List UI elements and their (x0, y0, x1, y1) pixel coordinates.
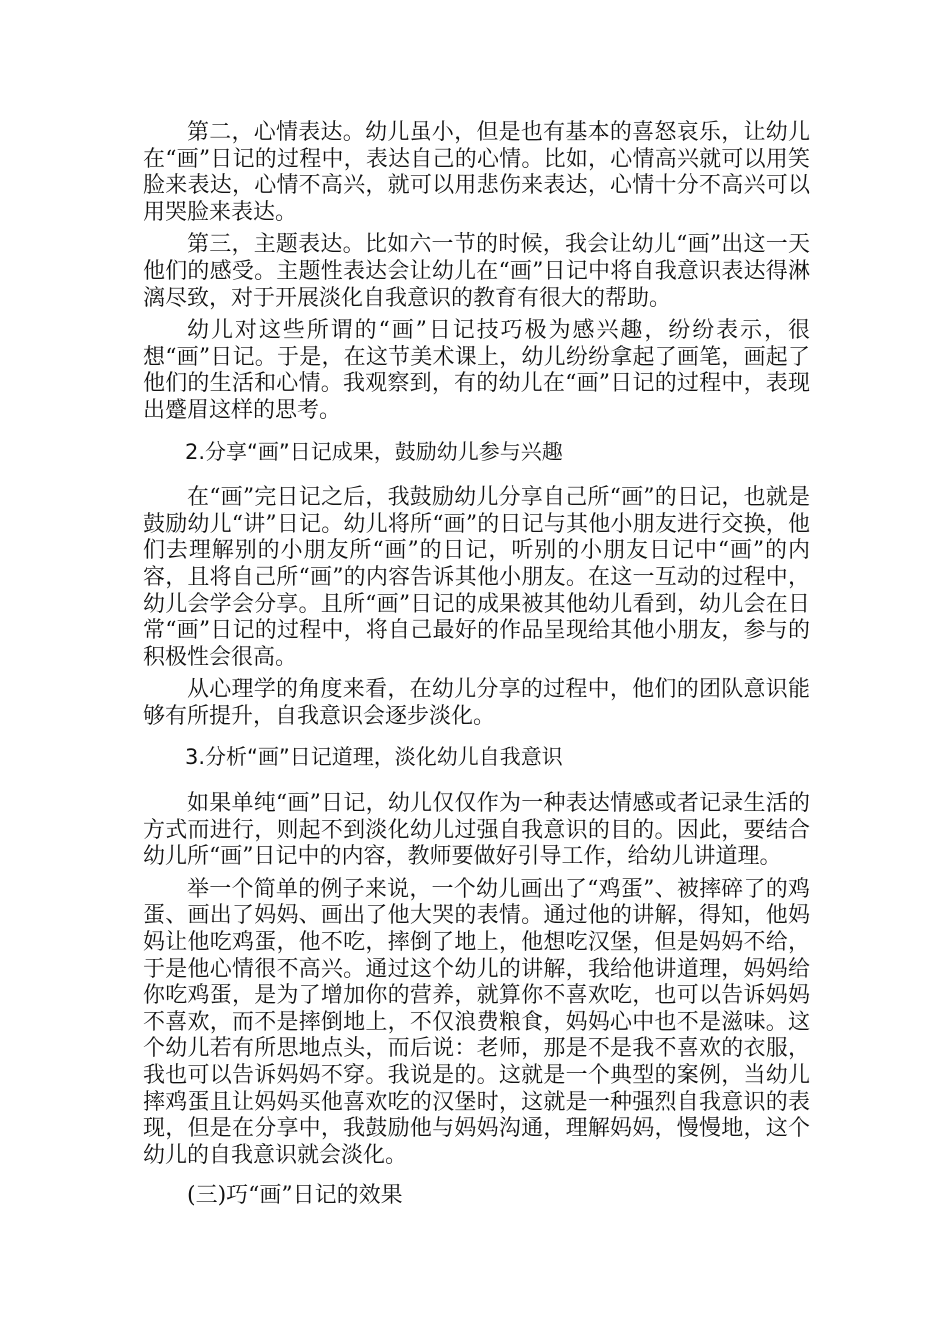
paragraph-theme-expression: 第三，主题表达。比如六一节的时候，我会让幼儿“画”出这一天他们的感受。主题性表达会让幼儿在“画”日记中将自我意识表达得淋漓尽致，对于开展淡化自我意识的教育有很大的帮助。 (143, 232, 810, 311)
document-page (143, 120, 810, 1230)
paragraph-example-case: 举一个简单的例子来说，一个幼儿画出了“鸡蛋”、被摔碎了的鸡蛋、画出了妈妈、画出了他大哭的表情。通过他的讲解，得知，他妈妈让他吃鸡蛋，他不吃，摔倒了地上，他想吃汉堡，但是妈妈不给，于是他心情很不高兴。通过这个幼儿的讲解，我给他讲道理，妈妈给你吃鸡蛋，是为了增加你的营养，就算你不喜欢吃，也可以告诉妈妈不喜欢，而不是摔倒地上，不仅浪费粮食，妈妈心中也不是滋味。这个幼儿若有所思地点头，而后说：老师，那是不是我不喜欢的衣服，我也可以告诉妈妈不穿。我说是的。这就是一个典型的案例，当幼儿摔鸡蛋且让妈妈买他喜欢吃的汉堡时，这就是一种强烈自我意识的表现，但是在分享中，我鼓励他与妈妈沟通，理解妈妈，慢慢地，这个幼儿的自我意识就会淡化。 (143, 876, 810, 1168)
paragraph-mood-expression: 第二，心情表达。幼儿虽小，但是也有基本的喜怒哀乐，让幼儿在“画”日记的过程中，表达自己的心情。比如，心情高兴就可以用笑脸来表达，心情不高兴，就可以用悲伤来表达，心情十分不高兴可以用哭脸来表达。 (143, 120, 810, 225)
paragraph-children-interest: 幼儿对这些所谓的“画”日记技巧极为感兴趣，纷纷表示，很想“画”日记。于是，在这节美术课上，幼儿纷纷拿起了画笔，画起了他们的生活和心情。我观察到，有的幼儿在“画”日记的过程中，表现出蹙眉这样的思考。 (143, 318, 810, 423)
section-heading-effect: (三)巧“画”日记的效果 (187, 1183, 403, 1209)
paragraph-share-diary: 在“画”完日记之后，我鼓励幼儿分享自己所“画”的日记，也就是鼓励幼儿“讲”日记。幼儿将所“画”的日记与其他小朋友进行交换，他们去理解别的小朋友所“画”的日记，听别的小朋友日记中“画”的内容，且将自己所“画”的内容告诉其他小朋友。在这一互动的过程中，幼儿会学会分享。且所“画”日记的成果被其他幼儿看到，幼儿会在日常“画”日记的过程中，将自己最好的作品呈现给其他小朋友，参与的积极性会很高。 (143, 485, 810, 670)
paragraph-guidance: 如果单纯“画”日记，幼儿仅仅作为一种表达情感或者记录生活的方式而进行，则起不到淡化幼儿过强自我意识的目的。因此，要结合幼儿所“画”日记中的内容，教师要做好引导工作，给幼儿讲道理。 (143, 791, 810, 870)
section-heading-share: 2.分享“画”日记成果，鼓励幼儿参与兴趣 (185, 439, 563, 464)
paragraph-psychology: 从心理学的角度来看，在幼儿分享的过程中，他们的团队意识能够有所提升，自我意识会逐步淡化。 (143, 677, 810, 729)
section-heading-analyze: 3.分析“画”日记道理，淡化幼儿自我意识 (185, 745, 563, 770)
